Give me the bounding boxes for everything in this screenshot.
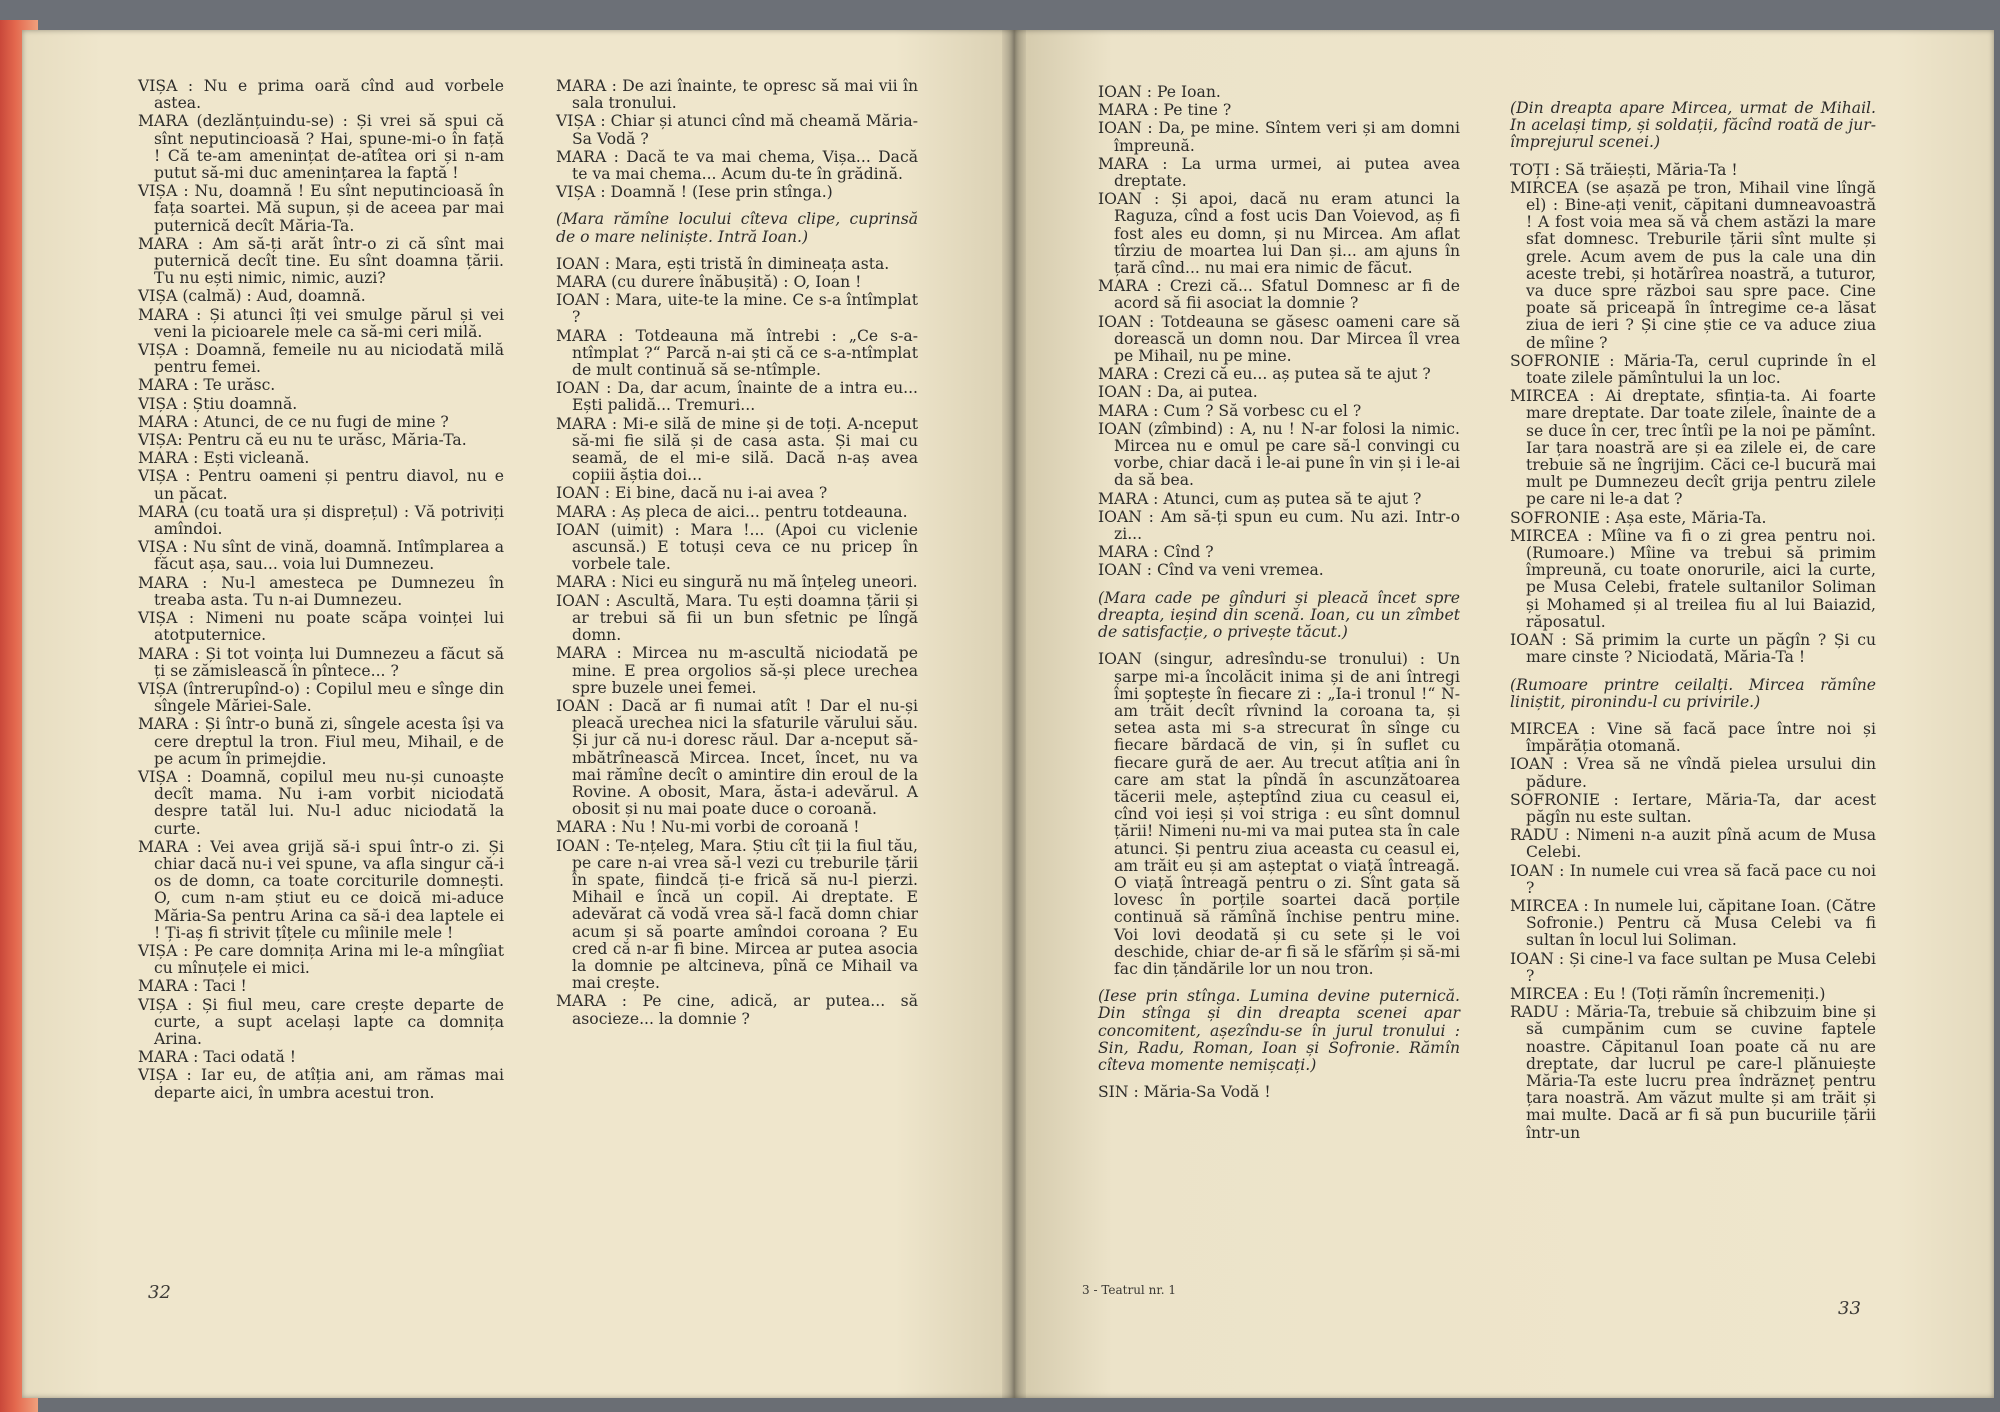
dialogue-line: MARA : Pe cine, adică, ar putea... să asocieze... la domnie ? xyxy=(556,992,918,1028)
dialogue-line: VIȘA: Pentru că eu nu te urăsc, Măria-Ta. xyxy=(138,431,467,450)
stage-direction: (Mara cade pe gînduri și pleacă încet spre dreapta, ieșind din scenă. Ioan, cu un zîmbet de satisfacție, o privește tăcut.) xyxy=(1098,588,1460,642)
page-number-left: 32 xyxy=(148,1282,171,1303)
dialogue-line: MARA : Taci odată ! xyxy=(138,1048,297,1067)
dialogue-line: MARA (dezlănțuindu-se) : Și vrei să spui că sînt neputincioasă ? Hai, spune-mi-o în față ! Că te-am amenințat de-atîtea ori și n-am putut să-mi duc amenințarea la faptă ! xyxy=(138,112,504,183)
text-column-2 xyxy=(556,78,918,1029)
dialogue-line: IOAN : Dacă ar fi numai atît ! Dar el nu-și pleacă urechea nici la sfaturile vărului său. Și jur că nu-i doresc răul. Dar a-nceput să-mbătrînească Mircea. Incet, încet, nu va mai rămîne decît o amintire din eroul de la Rovine. A obosit, Mara, ăsta-i adevărul. A obosit și nu mai poate duce o coroană. xyxy=(556,696,918,819)
dialogue-line: VIȘA : Doamnă, copilul meu nu-și cunoaște decît mama. Nu i-am vorbit niciodată despre tatăl lui. Nu-l aduc niciodată la curte. xyxy=(138,767,504,838)
dialogue-line: IOAN : Da, pe mine. Sîntem veri și am domni împreună. xyxy=(1098,119,1460,155)
dialogue-line: MARA (cu durere înăbușită) : O, Ioan ! xyxy=(556,273,862,292)
dialogue-line: IOAN (uimit) : Mara !... (Apoi cu viclenie ascunsă.) E totuși ceva ce nu pricep în vorbele tale. xyxy=(556,520,918,574)
dialogue-line: RADU : Măria-Ta, trebuie să chibzuim bine și să cumpănim cum se cuvine faptele noastre. Căpitanul Ioan poate că nu are dreptate, dar lucrul pe care-l plănuiește Măria-Ta este lucru prea îndrăzneț pentru țara noastră. Am văzut multe și am trăit și mai multe. Dacă ar fi să pun bucuriile țării într-un xyxy=(1510,1003,1876,1142)
dialogue-line: MARA : Dacă te va mai chema, Vișa... Dacă te va mai chema... Acum du-te în grădină. xyxy=(556,147,918,184)
dialogue-line: VIȘA : Nu, doamnă ! Eu sînt neputincioasă în fața soartei. Mă supun, și de aceea par mai puternică decît Măria-Ta. xyxy=(138,182,504,235)
dialogue-line: MARA : Nu ! Nu-mi vorbi de coroană ! xyxy=(556,818,860,837)
dialogue-line: MARA : Totdeauna mă întrebi : „Ce s-a-ntîmplat ?“ Parcă n-ai ști că ce s-a-ntîmplat de mult continuă să se-ntîmple. xyxy=(556,326,918,380)
dialogue-line: MARA : De azi înainte, te opresc să mai vii în sala tronului. xyxy=(556,77,918,113)
dialogue-line: VIȘA (întrerupînd-o) : Copilul meu e sînge din sîngele Măriei-Sale. xyxy=(138,679,504,716)
dialogue-line: MARA : Pe tine ? xyxy=(1098,101,1232,120)
dialogue-line: VIȘA : Iar eu, de atîția ani, am rămas mai departe aici, în umbra acestui tron. xyxy=(138,1066,504,1102)
dialogue-line: IOAN : Mara, ești tristă în dimineața asta. xyxy=(556,254,890,273)
dialogue-line: VIȘA : Pe care domnița Arina mi le-a mîngîiat cu mînuțele ei mici. xyxy=(138,941,504,978)
dialogue-line: MARA : Nu-l amesteca pe Dumnezeu în treaba asta. Tu n-ai Dumnezeu. xyxy=(138,573,504,609)
dialogue-line: IOAN : Vrea să ne vîndă pielea ursului din pădure. xyxy=(1510,755,1876,791)
dialogue-line: IOAN : Am să-ți spun eu cum. Nu azi. Intr-o zi... xyxy=(1098,507,1460,544)
dialogue-line: MARA : Atunci, de ce nu fugi de mine ? xyxy=(138,412,449,431)
dialogue-line: MARA : Și atunci îți vei smulge părul și vei veni la picioarele mele ca să-mi ceri milă. xyxy=(138,305,504,341)
dialogue-line: MARA : Crezi că eu... aș putea să te ajut ? xyxy=(1098,365,1431,384)
dialogue-line: MIRCEA : Vine să facă pace între noi și împărăția otomană. xyxy=(1510,719,1876,756)
dialogue-line: MARA : Mircea nu m-ascultă niciodată pe mine. E prea orgolios să-și plece urechea spre buzele unei femei. xyxy=(556,644,918,697)
dialogue-line: VIȘA : Nimeni nu poate scăpa voinței lui atotputernice. xyxy=(138,609,504,645)
dialogue-line: MIRCEA : Ai dreptate, sfinția-ta. Ai foarte mare dreptate. Dar toate zilele, înainte de a se duce în cer, trec întîi pe la noi pe pămînt. Iar țara noastră are și ea zilele ei, de care trebuie să ne îngrijim. Căci ce-l bucură mai mult pe Dumnezeu decît grija pentru zilele pe care ni le-a dat ? xyxy=(1510,387,1876,509)
dialogue-line: MARA : Am să-ți arăt într-o zi că sînt mai puternică decît tine. Eu sînt doamna țării. Tu nu ești nimic, nimic, auzi? xyxy=(138,234,504,288)
dialogue-line: IOAN : Pe Ioan. xyxy=(1098,83,1221,101)
dialogue-line: MARA : Cum ? Să vorbesc cu el ? xyxy=(1098,401,1362,420)
dialogue-line: MARA : Și tot voința lui Dumnezeu a făcut să ți se zămislească în pîntece... ? xyxy=(138,644,504,680)
text-column-1 xyxy=(138,78,504,1103)
dialogue-line: IOAN : Da, dar acum, înainte de a intra eu... Ești palidă... Tremuri... xyxy=(556,379,918,415)
dialogue-line: VIȘA : Și fiul meu, care crește departe de curte, a supt același lapte ca domnița Arina. xyxy=(138,995,504,1048)
dialogue-line: MARA : Ești vicleană. xyxy=(138,449,310,468)
dialogue-line: MARA : Și într-o bună zi, sîngele acesta își va cere dreptul la tron. Fiul meu, Mihail, e de pe acum în primejdie. xyxy=(138,715,504,768)
dialogue-line: IOAN (singur, adresîndu-se tronului) : Un șarpe mi-a încolăcit inima și de ani întregi îmi șoptește în fiecare zi : „Ia-i tronul !“ N-am trăit decît rîvnind la coroana ta, și setea asta mi s-a strecurat în sînge cu fiecare bărdacă de vin, și în suflet cu fiecare gură de aer. Au trecut atîția ani în care am stat la pîndă în ascunzătoarea tăcerii mele, așteptînd ziua cu ceasul ei, cînd voi ieși și voi striga : eu sînt domnul țării! Nimeni nu-mi va mai putea sta în cale atunci. Și pentru ziua aceasta cu ceasul ei, am trăit eu și am așteptat o viață întreagă. O viață întreagă pentru o zi. Sînt gata să lovesc în porțile soartei dacă porțile continuă să rămînă închise pentru mine. Voi lovi deodată și cu sete și le voi deschide, chiar de-ar fi să le sfărîm și să-mi fac din țăndările lor un nou tron. xyxy=(1098,650,1460,978)
dialogue-line: MARA : La urma urmei, ai putea avea dreptate. xyxy=(1098,154,1460,191)
dialogue-line: IOAN : Ei bine, dacă nu i-ai avea ? xyxy=(556,484,828,503)
dialogue-line: IOAN : Da, ai putea. xyxy=(1098,383,1258,402)
dialogue-line: SOFRONIE : Așa este, Măria-Ta. xyxy=(1510,508,1767,527)
dialogue-line: SIN : Măria-Sa Vodă ! xyxy=(1098,1083,1271,1102)
stage-direction: (Rumoare printre ceilalți. Mircea rămîne liniștit, pironindu-l cu privirile.) xyxy=(1510,675,1876,711)
dialogue-line: VIȘA : Chiar și atunci cînd mă cheamă Măria-Sa Vodă ? xyxy=(556,112,918,148)
dialogue-line: IOAN : Și cine-l va face sultan pe Musa Celebi ? xyxy=(1510,949,1876,985)
dialogue-line: IOAN : Ascultă, Mara. Tu ești doamna țării și ar trebui să fii un bun sfetnic pe lîngă domn. xyxy=(556,591,918,645)
dialogue-line: TOȚI : Să trăiești, Măria-Ta ! xyxy=(1510,160,1738,179)
dialogue-line: MARA : Vei avea grijă să-i spui într-o zi. Și chiar dacă nu-i vei spune, va afla singur că-i os de domn, ca toate corciturile domnești. O, cum n-am știut eu ce doică mi-aduce Măria-Sa pentru Arina ca să-i dea laptele ei ! Ți-aș fi strivit țîțele cu mîinile mele ! xyxy=(138,837,504,942)
dialogue-line: MIRCEA (se așază pe tron, Mihail vine lîngă el) : Bine-ați venit, căpitani dumneavoastră ! A fost voia mea să vă chem astăzi la mare sfat domnesc. Treburile țării sînt multe și grele. Acum avem de pus la cale una din aceste trebi, și hotărîrea noastră, a tuturor, va duce spre război sau spre pace. Cine poate să priceapă în întregime ce-a lăsat ziua de ieri ? Și cine știe ce va aduce ziua de mîine ? xyxy=(1510,178,1876,352)
dialogue-line: VIȘA (calmă) : Aud, doamnă. xyxy=(138,287,366,306)
dialogue-line: IOAN : Totdeauna se găsesc oameni care să dorească un domn nou. Dar Mircea îl vrea pe Mihail, nu pe mine. xyxy=(1098,312,1460,366)
dialogue-line: MARA : Cînd ? xyxy=(1098,543,1214,562)
dialogue-line: IOAN (zîmbind) : A, nu ! N-ar folosi la nimic. Mircea nu e omul pe care să-l convingi cu vorbe, chiar dacă i le-ai pune în vin și i le-ai da să bea. xyxy=(1098,419,1460,490)
book-gutter xyxy=(1002,30,1026,1398)
dialogue-line: MARA : Nici eu singură nu mă înțeleg uneori. xyxy=(556,573,918,592)
dialogue-line: MARA : Crezi că... Sfatul Domnesc ar fi de acord să fii asociat la domnie ? xyxy=(1098,277,1460,313)
dialogue-line: IOAN : Și apoi, dacă nu eram atunci la Raguza, cînd a fost ucis Dan Voievod, aș fi fost ales eu domn, și nu Mircea. Am aflat tîrziu de moartea lui Dan și... am ajuns în țară cînd... nu mai era nimic de făcut. xyxy=(1098,190,1460,278)
dialogue-line: IOAN : Să primim la curte un păgîn ? Și cu mare cinste ? Niciodată, Măria-Ta ! xyxy=(1510,631,1876,667)
stage-direction: (Din dreapta apare Mircea, urmat de Mihail. In același timp, și soldații, făcînd roată de jur-împrejurul scenei.) xyxy=(1510,99,1876,152)
dialogue-line: IOAN : In numele cui vrea să facă pace cu noi ? xyxy=(1510,861,1876,897)
stage-direction: (Mara rămîne locului cîteva clipe, cuprinsă de o mare neliniște. Intră Ioan.) xyxy=(556,210,918,246)
dialogue-line: IOAN : Te-nțeleg, Mara. Știu cît ții la fiul tău, pe care n-ai vrea să-l vezi cu treburile țării în spate, fiindcă ți-e frică să nu-l pierzi. Mihail e încă un copil. Ai dreptate. E adevărat că vodă vrea să-l facă domn chiar acum și să poarte amîndoi coroana ? Eu cred că n-ar fi bine. Mircea ar putea asocia la domnie pe altcineva, pînă ce Mihail va mai crește. xyxy=(556,836,918,993)
dialogue-line: SOFRONIE : Măria-Ta, cerul cuprinde în el toate zilele pămîntului la un loc. xyxy=(1510,351,1876,388)
page-footer: 3 - Teatrul nr. 1 xyxy=(1082,1283,1176,1297)
dialogue-line: MARA : Atunci, cum aș putea să te ajut ? xyxy=(1098,489,1422,508)
stage-direction: (Iese prin stînga. Lumina devine puternică. Din stînga și din dreapta scenei apar concomitent, așezîndu-se în jurul tronului : Sin, Radu, Roman, Ioan și Sofronie. Rămîn cîteva momente nemișcați.) xyxy=(1098,987,1460,1074)
dialogue-line: MARA (cu toată ura și disprețul) : Vă potriviți amîndoi. xyxy=(138,502,504,539)
dialogue-line: VIȘA : Doamnă, femeile nu au niciodată milă pentru femei. xyxy=(138,341,504,377)
dialogue-line: MARA : Te urăsc. xyxy=(138,376,276,395)
dialogue-line: IOAN : Cînd va veni vremea. xyxy=(1098,561,1324,580)
dialogue-line: MARA : Taci ! xyxy=(138,977,247,996)
dialogue-line: MIRCEA : In numele lui, căpitane Ioan. (Către Sofronie.) Pentru că Musa Celebi va fi sultan în locul lui Soliman. xyxy=(1510,896,1876,950)
dialogue-line: MIRCEA : Mîine va fi o zi grea pentru noi. (Rumoare.) Mîine va trebui să primim împreună, cu toate onorurile, aici la curte, pe Musa Celebi, fratele sultanilor Soliman și Mohamed și al treilea fiu al lui Baiazid, răposatul. xyxy=(1510,526,1876,631)
dialogue-line: VIȘA : Nu e prima oară cînd aud vorbele astea. xyxy=(138,77,504,113)
dialogue-line: VIȘA : Nu sînt de vină, doamnă. Intîmplarea a făcut așa, sau... voia lui Dumnezeu. xyxy=(138,538,504,574)
page-number-right: 33 xyxy=(1838,1298,1861,1319)
dialogue-line: MIRCEA : Eu ! (Toți rămîn încremeniți.) xyxy=(1510,984,1826,1003)
dialogue-line: VIȘA : Pentru oameni și pentru diavol, nu e un păcat. xyxy=(138,467,504,503)
dialogue-line: MARA : Aș pleca de aici... pentru totdeauna. xyxy=(556,502,908,521)
text-column-3 xyxy=(1098,84,1460,1102)
dialogue-line: VIȘA : Doamnă ! (Iese prin stînga.) xyxy=(556,183,833,202)
text-column-4 xyxy=(1510,90,1876,1143)
dialogue-line: MARA : Mi-e silă de mine și de toți. A-nceput să-mi fie silă și de casa asta. Și mai cu seamă, de el mi-e silă. Dacă n-aș avea copiii ăștia doi... xyxy=(556,414,918,485)
dialogue-line: IOAN : Mara, uite-te la mine. Ce s-a întîmplat ? xyxy=(556,291,918,327)
dialogue-line: VIȘA : Știu doamnă. xyxy=(138,394,298,413)
dialogue-line: RADU : Nimeni n-a auzit pînă acum de Musa Celebi. xyxy=(1510,826,1876,862)
dialogue-line: SOFRONIE : Iertare, Măria-Ta, dar acest păgîn nu este sultan. xyxy=(1510,790,1876,826)
